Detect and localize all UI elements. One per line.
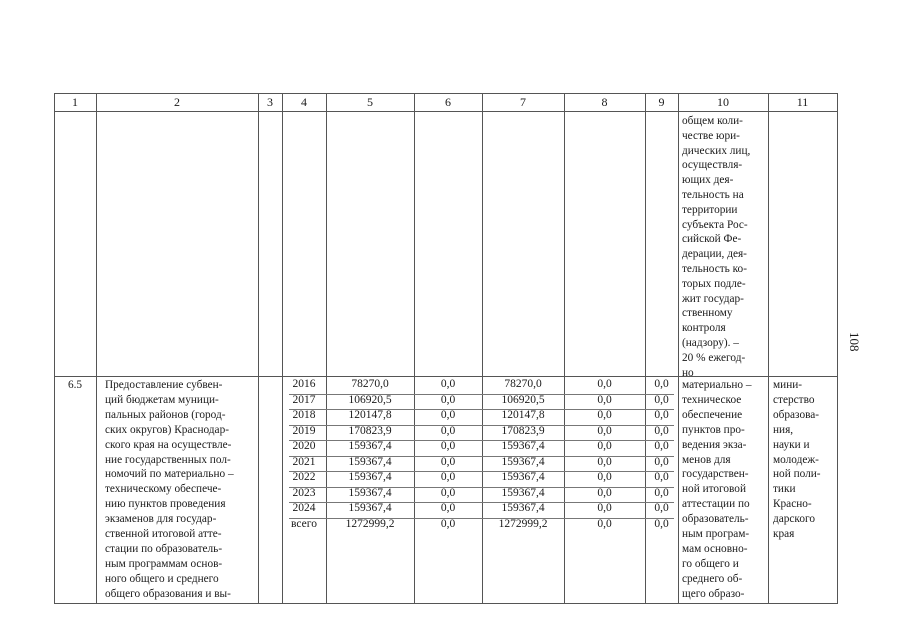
indicator-text-line: осуществля- (682, 159, 743, 172)
column-rule (768, 93, 769, 604)
cell-other: 0,0 (654, 378, 669, 390)
cell-total: 159367,4 (348, 455, 392, 468)
cell-other: 0,0 (654, 502, 669, 514)
column-rule (54, 93, 55, 604)
cell-federal: 0,0 (440, 409, 456, 421)
indicator-text-line: тельность на (682, 189, 744, 201)
cell-local: 0,0 (597, 378, 612, 390)
indicator-text-line: ственному (682, 307, 733, 320)
cell-total: 170823,9 (348, 424, 392, 437)
header-separator (54, 111, 837, 112)
cell-years: 2020 (292, 440, 316, 452)
cell-regional: 159367,4 (501, 486, 545, 499)
cell-years: всего (291, 517, 317, 530)
cell-years: 2024 (292, 502, 316, 514)
cell-federal: 0,0 (440, 486, 456, 499)
indicator-text-line: ющих дея- (682, 174, 734, 187)
indicator-text-line: сийской Фе- (682, 233, 742, 246)
cell-years: 2021 (292, 455, 316, 468)
cell-years: 2016 (292, 378, 316, 390)
executor-text-line: ния, (773, 423, 794, 436)
cell-federal: 0,0 (440, 471, 456, 483)
cell-local: 0,0 (597, 517, 612, 530)
column-header-6: 6 (445, 95, 451, 109)
cell-regional: 159367,4 (501, 502, 545, 514)
measure-name-line: ственной итоговой атте- (105, 528, 222, 540)
column-header-9: 9 (658, 95, 665, 109)
cell-total: 159367,4 (348, 440, 392, 452)
cell-local: 0,0 (597, 455, 612, 468)
cell-years: 2023 (292, 486, 316, 499)
result-text-line: образователь- (682, 513, 749, 526)
cell-local: 0,0 (597, 471, 612, 483)
cell-local: 0,0 (597, 424, 612, 437)
executor-text-line: стерство (773, 393, 815, 406)
result-text-line: менов для (682, 453, 731, 466)
cell-regional: 159367,4 (501, 455, 545, 468)
measure-name-line: ций бюджетам муници- (105, 393, 219, 406)
column-header-3: 3 (267, 95, 273, 109)
indicator-text-line: дерации, дея- (682, 248, 747, 261)
result-text-line: техническое (682, 393, 742, 406)
cell-other: 0,0 (654, 409, 669, 421)
result-text-line: аттестации по (682, 498, 750, 511)
cell-years: 2018 (292, 409, 316, 421)
cell-total: 1272999,2 (345, 517, 395, 530)
cell-other: 0,0 (654, 424, 669, 437)
cell-federal: 0,0 (440, 502, 456, 514)
column-header-5: 5 (367, 95, 373, 109)
cell-local: 0,0 (597, 440, 612, 452)
cell-years: 2022 (292, 471, 316, 483)
measure-name-line: номочий по материально – (105, 468, 234, 481)
page-number: 108 (847, 332, 862, 352)
indicator-text-line: но (682, 366, 694, 379)
cell-federal: 0,0 (440, 424, 456, 437)
executor-text-line: дарского (773, 513, 815, 526)
cell-total: 106920,5 (348, 393, 392, 406)
cell-other: 0,0 (654, 471, 669, 483)
cell-regional: 159367,4 (501, 440, 545, 452)
result-text-line: материально – (682, 379, 752, 391)
measure-name-line: ских округов) Краснодар- (105, 423, 229, 436)
cell-other: 0,0 (654, 455, 669, 468)
measure-name-line: пальных районов (город- (105, 408, 226, 421)
executor-text-line: образова- (773, 408, 820, 421)
indicator-text-line: 20 % ежегод- (682, 351, 746, 364)
column-header-1: 1 (72, 95, 78, 109)
result-text-line: мам основно- (682, 542, 748, 555)
indicator-text-line: общем коли- (682, 115, 743, 127)
measure-name-line: нию пунктов проведения (105, 498, 226, 511)
measure-name-line: стации по образователь- (105, 542, 223, 555)
measure-name-line: общего образования и вы- (105, 587, 231, 600)
measure-name-line: Предоставление субвен- (105, 379, 223, 391)
indicator-text-line: жит государ- (682, 292, 744, 305)
executor-text-line: края (773, 528, 795, 540)
column-rule (678, 93, 679, 604)
cell-local: 0,0 (597, 409, 612, 421)
cell-local: 0,0 (597, 502, 612, 514)
cell-federal: 0,0 (440, 440, 456, 452)
measure-name-line: экзаменов для государ- (105, 513, 217, 526)
result-text-line: ной итоговой (682, 483, 746, 496)
cell-federal: 0,0 (440, 517, 456, 530)
cell-local: 0,0 (597, 486, 612, 499)
column-header-11: 11 (796, 95, 809, 109)
executor-text-line: Красно- (773, 498, 812, 511)
indicator-text-line: честве юри- (682, 129, 740, 142)
indicator-text-line: контроля (682, 322, 726, 335)
column-rule (837, 93, 838, 604)
cell-total: 159367,4 (348, 486, 392, 499)
cell-federal: 0,0 (440, 378, 456, 390)
result-text-line: обеспечение (682, 408, 743, 421)
cell-regional: 78270,0 (504, 378, 542, 390)
result-text-line: щего образо- (682, 587, 745, 600)
cell-regional: 159367,4 (501, 471, 545, 483)
row-number: 6.5 (67, 379, 83, 391)
cell-regional: 170823,9 (501, 424, 545, 437)
cell-other: 0,0 (654, 486, 669, 499)
measure-name-line: ние государственных пол- (105, 453, 231, 466)
executor-text-line: тики (773, 483, 796, 496)
indicator-text-line: тельность ко- (682, 263, 747, 275)
executor-text-line: мини- (773, 379, 803, 391)
cell-regional: 1272999,2 (498, 517, 548, 530)
measure-name-line: ным программам основ- (105, 557, 223, 570)
cell-years: 2017 (292, 393, 316, 406)
cell-years: 2019 (292, 424, 316, 437)
cell-total: 120147,8 (348, 409, 392, 421)
table-border-bottom (54, 603, 837, 604)
result-text-line: го общего и (682, 557, 739, 570)
result-text-line: ведения экза- (682, 438, 747, 451)
indicator-text-line: субъекта Рос- (682, 218, 748, 231)
measure-name-line: техническому обеспече- (105, 483, 222, 496)
measure-name-line: ского края на осуществле- (105, 438, 232, 451)
column-header-7: 7 (520, 95, 526, 109)
cell-other: 0,0 (654, 393, 669, 406)
executor-text-line: науки и (773, 438, 810, 451)
indicator-text-line: (надзору). – (682, 337, 739, 349)
cell-total: 159367,4 (348, 471, 392, 483)
cell-total: 78270,0 (351, 378, 389, 390)
cell-other: 0,0 (654, 517, 669, 530)
column-header-4: 4 (301, 95, 307, 109)
executor-text-line: молодеж- (773, 453, 819, 466)
indicator-text-line: торых подле- (682, 277, 746, 290)
cell-other: 0,0 (654, 440, 669, 452)
cell-federal: 0,0 (440, 455, 456, 468)
cell-federal: 0,0 (440, 393, 456, 406)
result-text-line: пунктов про- (682, 423, 745, 436)
result-text-line: среднего об- (682, 572, 743, 585)
program-table (54, 93, 837, 603)
cell-total: 159367,4 (348, 502, 392, 514)
indicator-text-line: территории (682, 203, 738, 216)
executor-text-line: ной поли- (773, 468, 821, 481)
cell-regional: 106920,5 (501, 393, 545, 406)
column-rule (258, 93, 259, 604)
cell-local: 0,0 (597, 393, 612, 406)
column-header-8: 8 (601, 95, 608, 109)
indicator-text-line: дических лиц, (682, 144, 751, 157)
column-header-2: 2 (174, 95, 180, 109)
column-header-10: 10 (717, 95, 729, 109)
measure-name-line: ного общего и среднего (105, 572, 219, 585)
result-text-line: государствен- (682, 468, 749, 481)
result-text-line: ным програм- (682, 528, 750, 540)
cell-regional: 120147,8 (501, 409, 545, 421)
column-rule (96, 93, 97, 604)
